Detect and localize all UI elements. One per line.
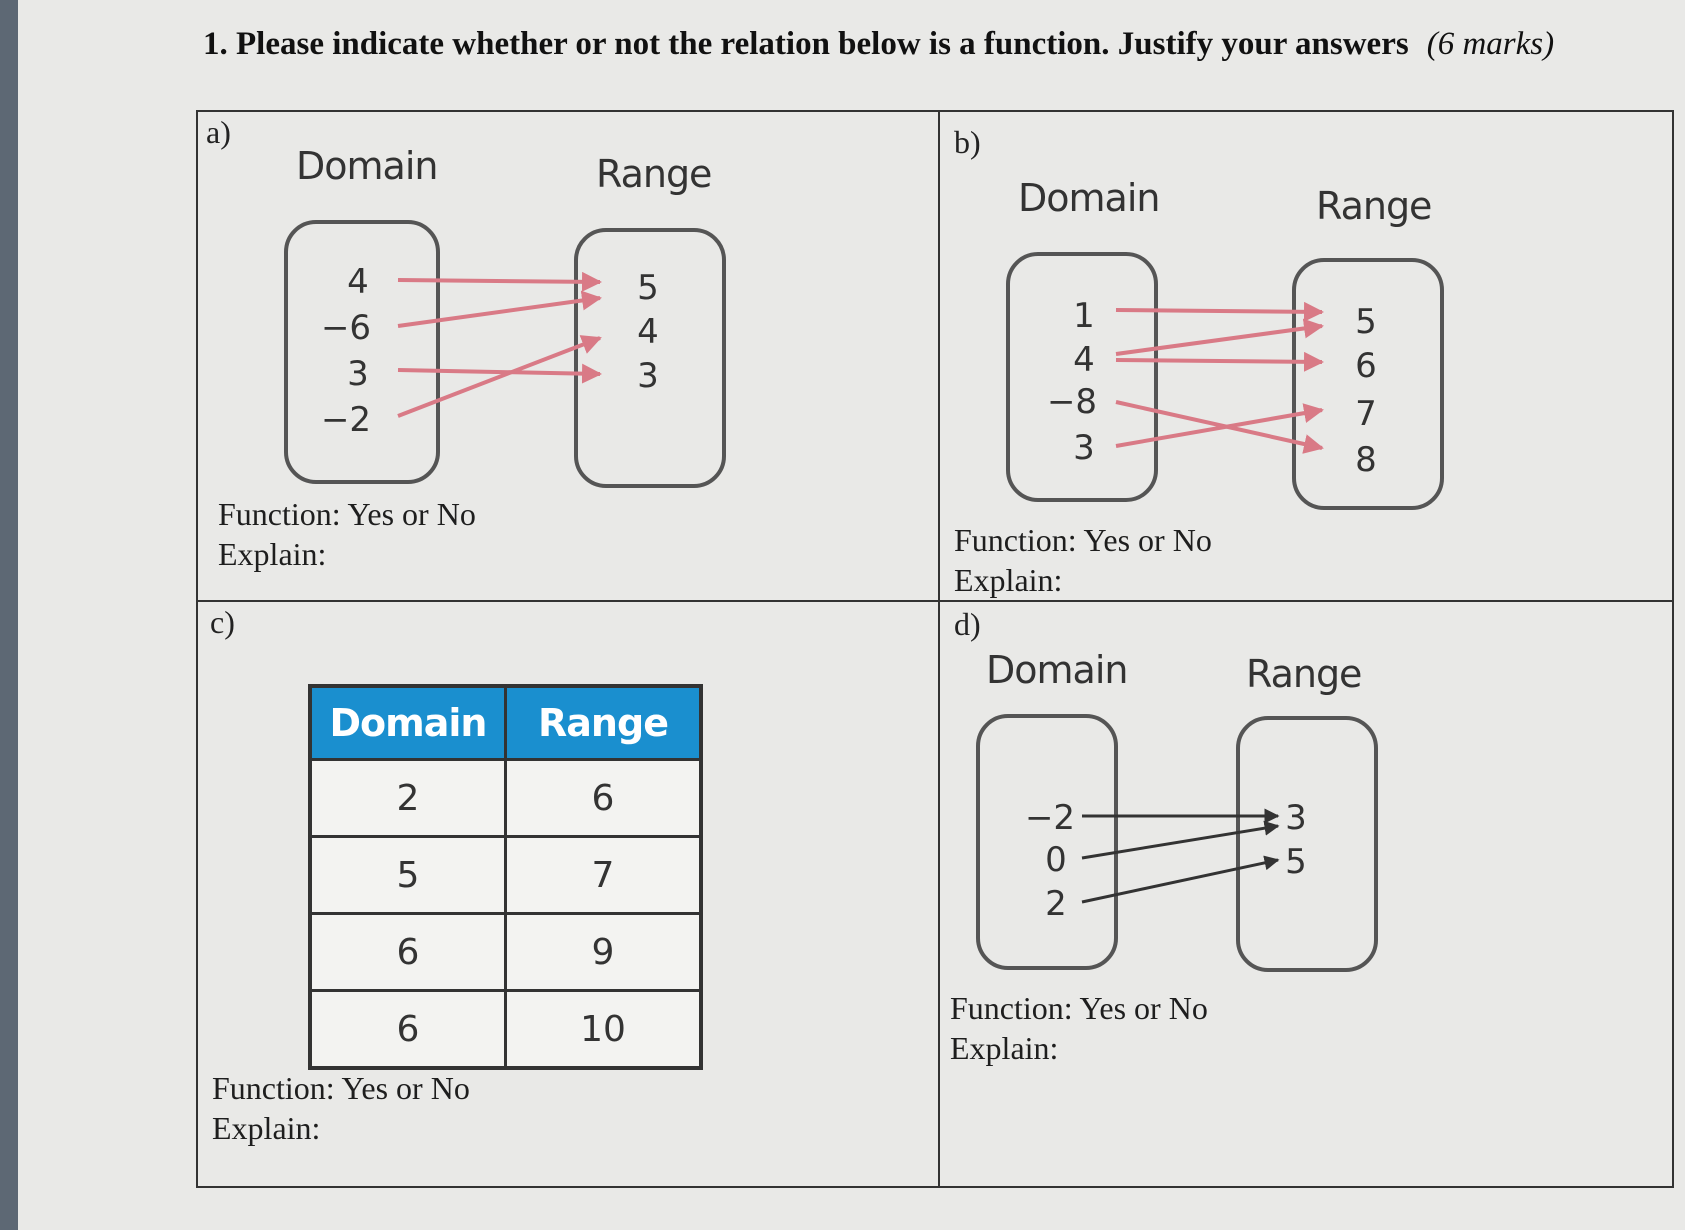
part-d-domain-value: 0 [1045, 840, 1067, 880]
part-d-mapping-arrows [940, 602, 1674, 1188]
part-c [198, 602, 938, 1188]
question-heading [203, 26, 1673, 63]
table-header-range: Range [506, 686, 702, 760]
table-row [310, 837, 701, 914]
part-c-explain-prompt: Explain: [212, 1110, 321, 1146]
part-d-arrow [1082, 826, 1278, 858]
part-a-explain-prompt: Explain: [218, 536, 327, 572]
part-b-range-value: 6 [1355, 346, 1377, 386]
table-row [310, 760, 701, 837]
part-a-domain-value: 4 [347, 262, 369, 302]
part-a-domain-value: 3 [347, 354, 369, 394]
part-c-answer [212, 1068, 470, 1148]
part-c-relation-table [308, 684, 703, 1070]
part-a [198, 112, 938, 600]
part-b-function-prompt: Function: Yes or No [954, 522, 1212, 558]
table-cell: 6 [310, 914, 506, 991]
part-a-range-value: 3 [637, 356, 659, 396]
table-cell: 2 [310, 760, 506, 837]
part-d-range-value: 5 [1285, 842, 1307, 882]
part-a-domain-header: Domain [296, 144, 438, 188]
part-c-label: c) [210, 604, 235, 640]
table-cell: 9 [506, 914, 702, 991]
part-a-domain-value: −6 [320, 308, 372, 348]
answer-grid [196, 110, 1674, 1188]
part-a-answer [218, 494, 476, 574]
part-d [940, 602, 1674, 1188]
table-cell: 6 [310, 991, 506, 1069]
part-d-label: d) [954, 606, 981, 642]
part-d-domain-value: 2 [1045, 884, 1067, 924]
part-b-domain-value: 1 [1073, 296, 1095, 336]
question-text: 1. Please indicate whether or not the relation below is a function. Justify your answers [203, 26, 1409, 62]
table-cell: 7 [506, 837, 702, 914]
part-d-domain-value: −2 [1024, 798, 1076, 838]
part-b-domain-value: 3 [1073, 428, 1095, 468]
part-a-domain-value: −2 [320, 400, 372, 440]
table-cell: 5 [310, 837, 506, 914]
question-marks: (6 marks) [1426, 26, 1555, 62]
table-header-domain: Domain [310, 686, 506, 760]
part-b-domain-value: −8 [1046, 382, 1098, 422]
part-d-answer [950, 988, 1208, 1068]
part-d-arrow [1082, 860, 1278, 902]
part-b [940, 112, 1674, 600]
table-cell: 10 [506, 991, 702, 1069]
part-a-label: a) [206, 114, 231, 150]
part-b-domain-header: Domain [1018, 176, 1160, 220]
part-b-arrow [1116, 326, 1322, 354]
part-d-function-prompt: Function: Yes or No [950, 990, 1208, 1026]
table-header-row [310, 686, 701, 760]
part-b-range-value: 8 [1355, 440, 1377, 480]
part-b-domain-value: 4 [1073, 340, 1095, 380]
part-d-range-value: 3 [1285, 798, 1307, 838]
table-row [310, 991, 701, 1069]
part-b-range-header: Range [1316, 184, 1432, 228]
part-b-range-value: 5 [1355, 302, 1377, 342]
part-b-arrow [1116, 310, 1322, 312]
part-a-arrow [398, 338, 600, 416]
table-row [310, 914, 701, 991]
part-b-answer [954, 520, 1212, 600]
part-a-arrow [398, 370, 600, 374]
part-b-arrow [1116, 360, 1322, 362]
part-b-label: b) [954, 124, 981, 160]
part-d-domain-header: Domain [986, 648, 1128, 692]
part-a-arrow [398, 280, 600, 282]
part-b-explain-prompt: Explain: [954, 562, 1063, 598]
part-a-function-prompt: Function: Yes or No [218, 496, 476, 532]
part-a-arrow [398, 298, 600, 326]
part-d-explain-prompt: Explain: [950, 1030, 1059, 1066]
part-a-range-value: 4 [637, 312, 659, 352]
part-b-range-value: 7 [1355, 394, 1377, 434]
part-d-range-header: Range [1246, 652, 1362, 696]
part-c-function-prompt: Function: Yes or No [212, 1070, 470, 1106]
part-a-range-header: Range [596, 152, 712, 196]
table-cell: 6 [506, 760, 702, 837]
part-a-range-value: 5 [637, 268, 659, 308]
